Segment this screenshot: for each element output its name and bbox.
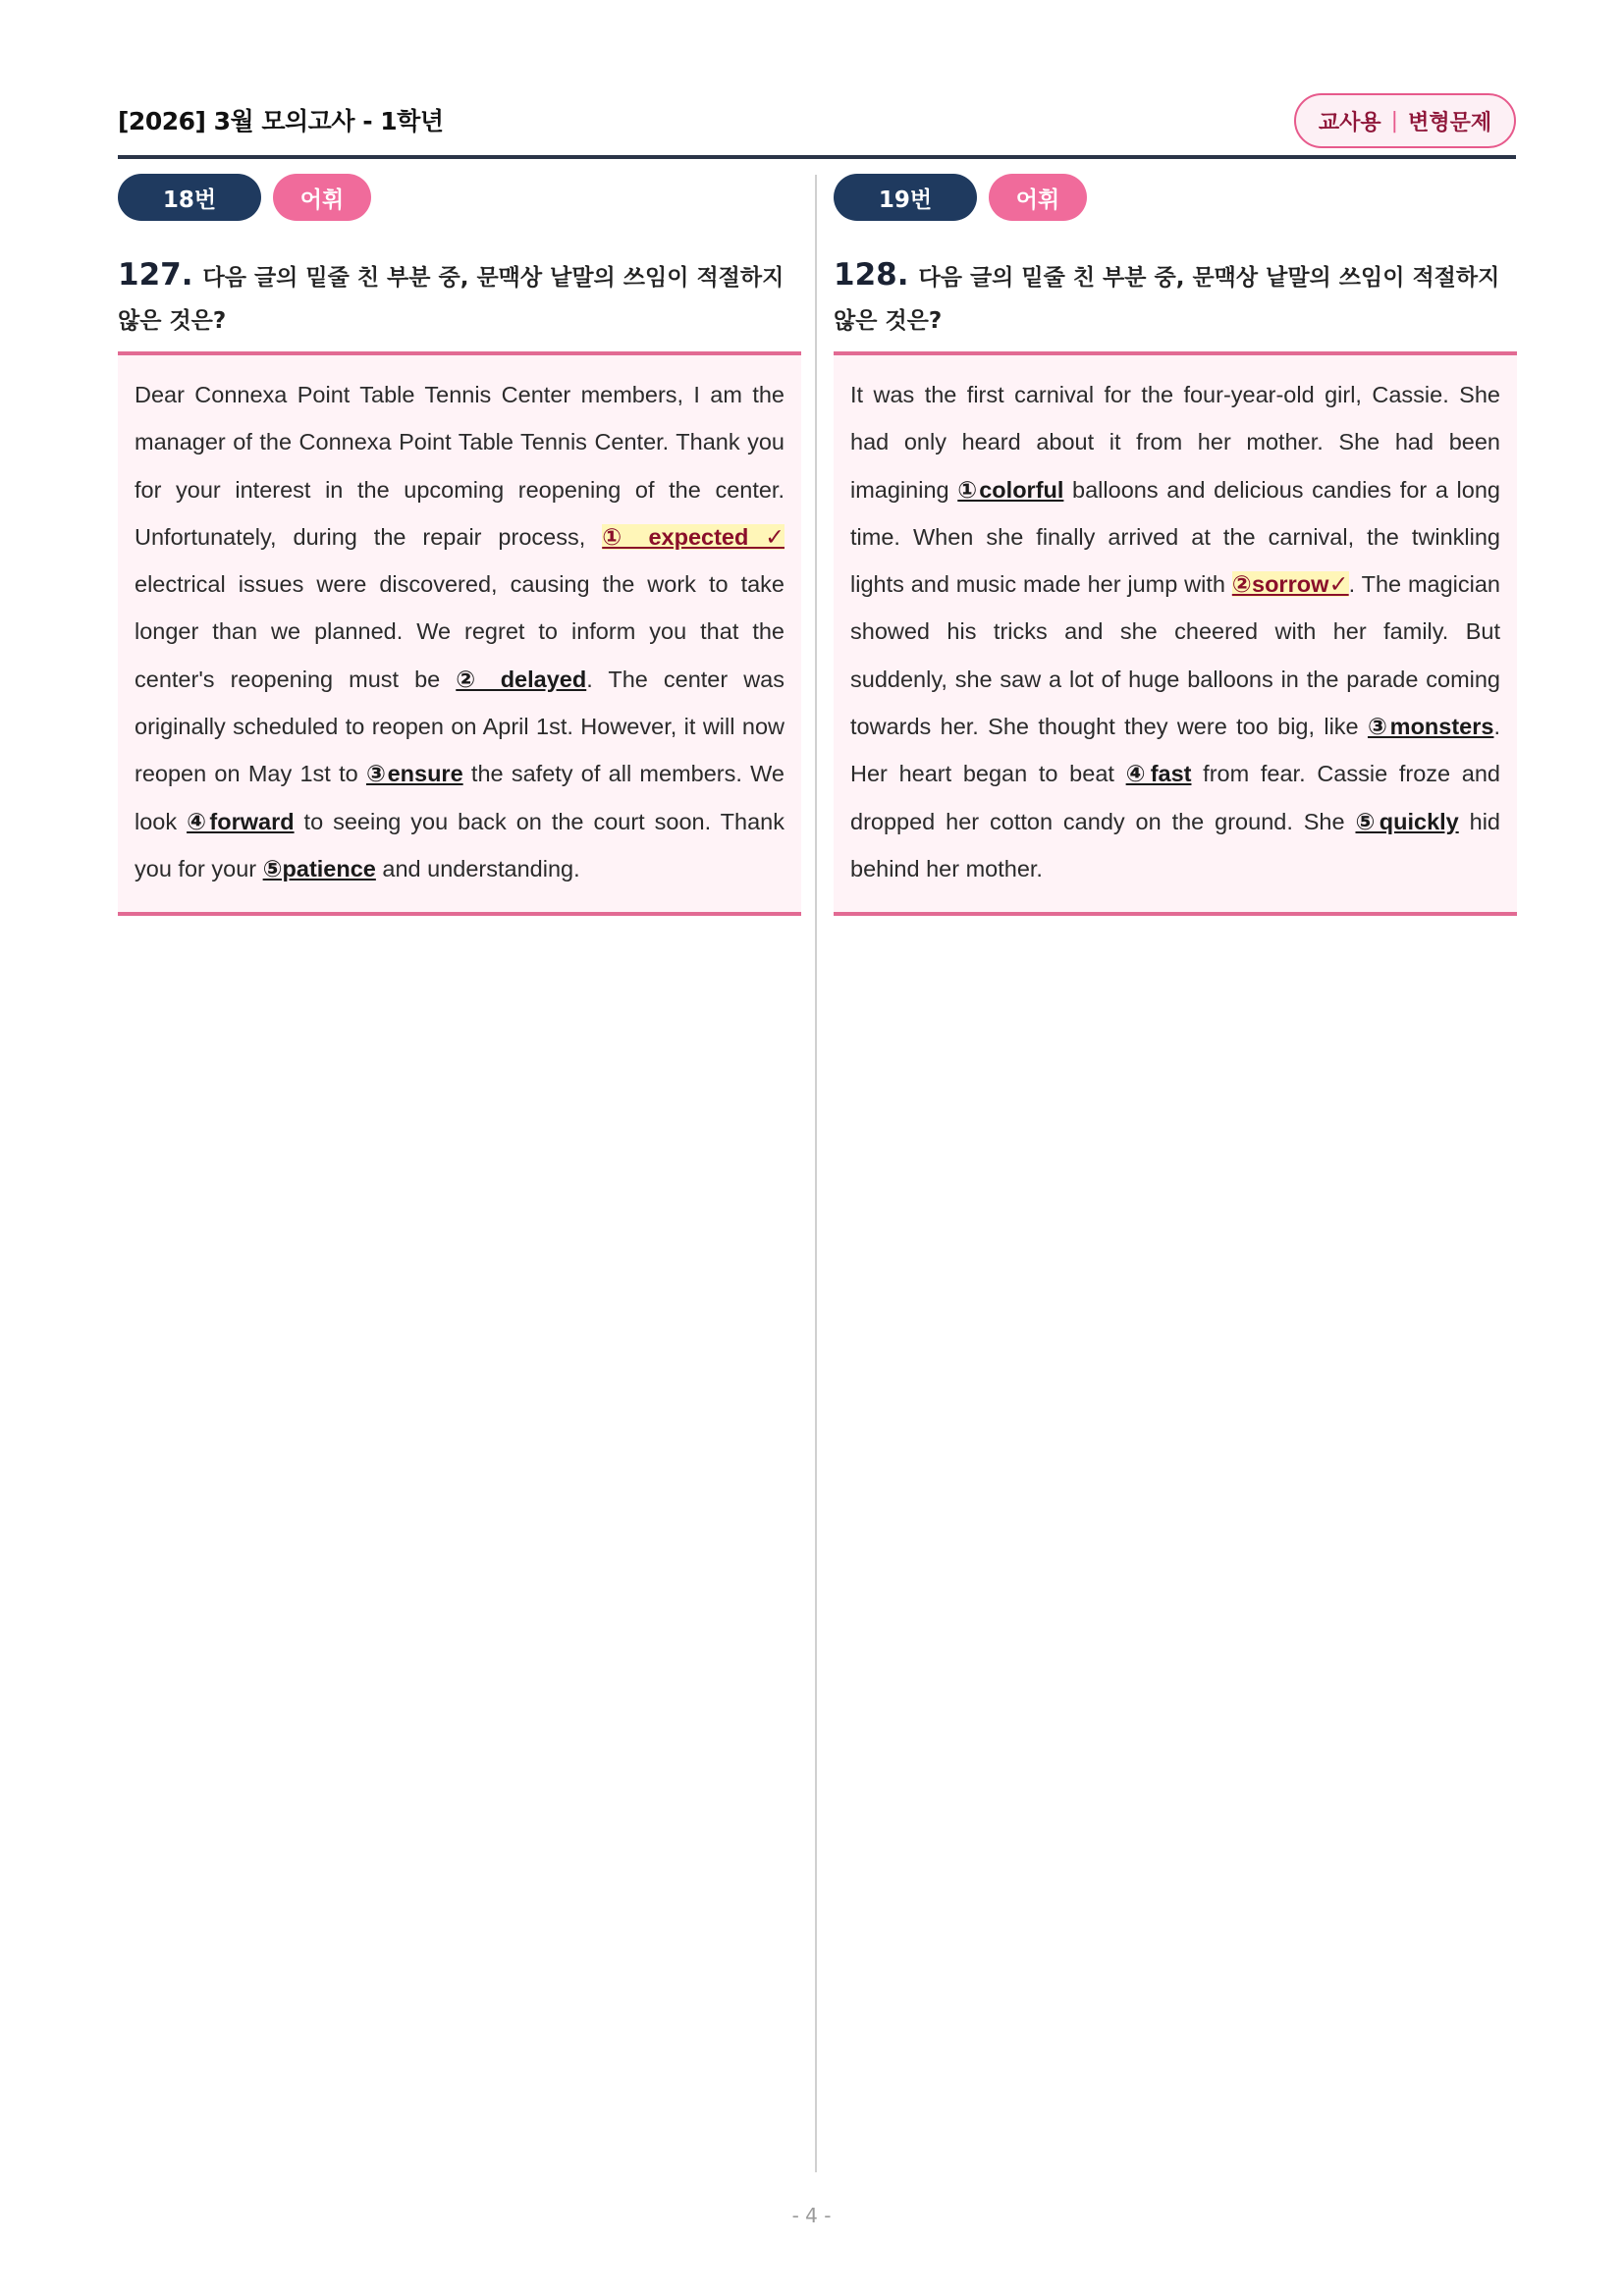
prompt-line-2: 않은 것은? [118,308,227,334]
header-rule [118,155,1516,159]
passage-text: . The center was originally scheduled to reopen on April 1st. However, it will now reopen on May 1st to [135,666,785,787]
choice-5: ⑤quickly [1355,808,1459,834]
column-divider [815,175,817,2172]
teacher-version-badge [1294,93,1516,148]
question-prompt [118,253,801,343]
question-block-127 [118,174,801,916]
page-title: [2026] 3월 모의고사 - 1학년 [118,107,444,135]
prompt-line-2: 않은 것은? [834,308,943,334]
passage-text: to seeing you back on the court soon. Thank you for your [135,808,784,881]
page-number: - 4 - [791,2204,832,2227]
passage-text: and understanding. [375,855,580,881]
question-type-tag: 어휘 [989,174,1087,221]
passage-text: hid behind her mother. [850,808,1500,881]
prompt-line-1: 다음 글의 밑줄 친 부분 중, 문맥상 낱말의 쓰임이 적절하지 [202,265,784,291]
passage-text: Dear Connexa Point Table Tennis Center members, I am the manager of the Connexa Point Table Tennis Center. Thank you for your interest in the upcoming reopening of the center. Unfortunately, during the repair process, [135,382,784,550]
passage-text: . The magician showed his tricks and she cheered with her family. But suddenly, she saw a lot of huge balloons in the parade coming towards her. She thought they were too big, like [850,571,1500,740]
question-prompt [834,253,1517,343]
badge-label-teacher: 교사용 [1318,110,1381,135]
question-tags [834,174,1517,221]
badge-label-variant: 변형문제 [1408,110,1492,135]
passage-box [834,351,1517,916]
question-number: 128. [834,257,909,293]
question-tags [118,174,801,221]
passage-text: It was the first carnival for the four-year-old girl, Cassie. She had only heard about it from her mother. She had been imagining [850,382,1500,503]
passage-text: electrical issues were discovered, causing the work to take longer than we planned. We regret to inform you that the center's reopening must be [135,571,784,692]
question-type-tag: 어휘 [273,174,371,221]
question-number: 127. [118,257,193,293]
passage-text: . Her heart began to beat [850,714,1500,787]
passage-text: the safety of all members. We look [135,761,784,834]
passage-box [118,351,801,916]
badge-separator: | [1390,108,1399,133]
choice-3: ③ensure [365,761,463,787]
source-number-tag: 18번 [118,174,261,221]
choice-1-answer: ① expected ✓ [602,523,784,550]
prompt-line-1: 다음 글의 밑줄 친 부분 중, 문맥상 낱말의 쓰임이 적절하지 [918,265,1500,291]
source-number-tag: 19번 [834,174,977,221]
passage-text: balloons and delicious candies for a long time. When she finally arrived at the carnival, the twinkling lights and music made her jump with [850,476,1500,598]
choice-2-answer: ②sorrow✓ [1231,571,1349,598]
question-block-128 [834,174,1517,916]
passage-text: from fear. Cassie froze and dropped her cotton candy on the ground. She [850,761,1500,834]
choice-2: ② delayed [456,666,587,692]
choice-1: ①colorful [957,476,1064,503]
choice-5: ⑤patience [262,855,376,881]
choice-4: ④fast [1125,761,1192,787]
choice-3: ③monsters [1367,714,1494,740]
choice-4: ④forward [187,808,295,834]
